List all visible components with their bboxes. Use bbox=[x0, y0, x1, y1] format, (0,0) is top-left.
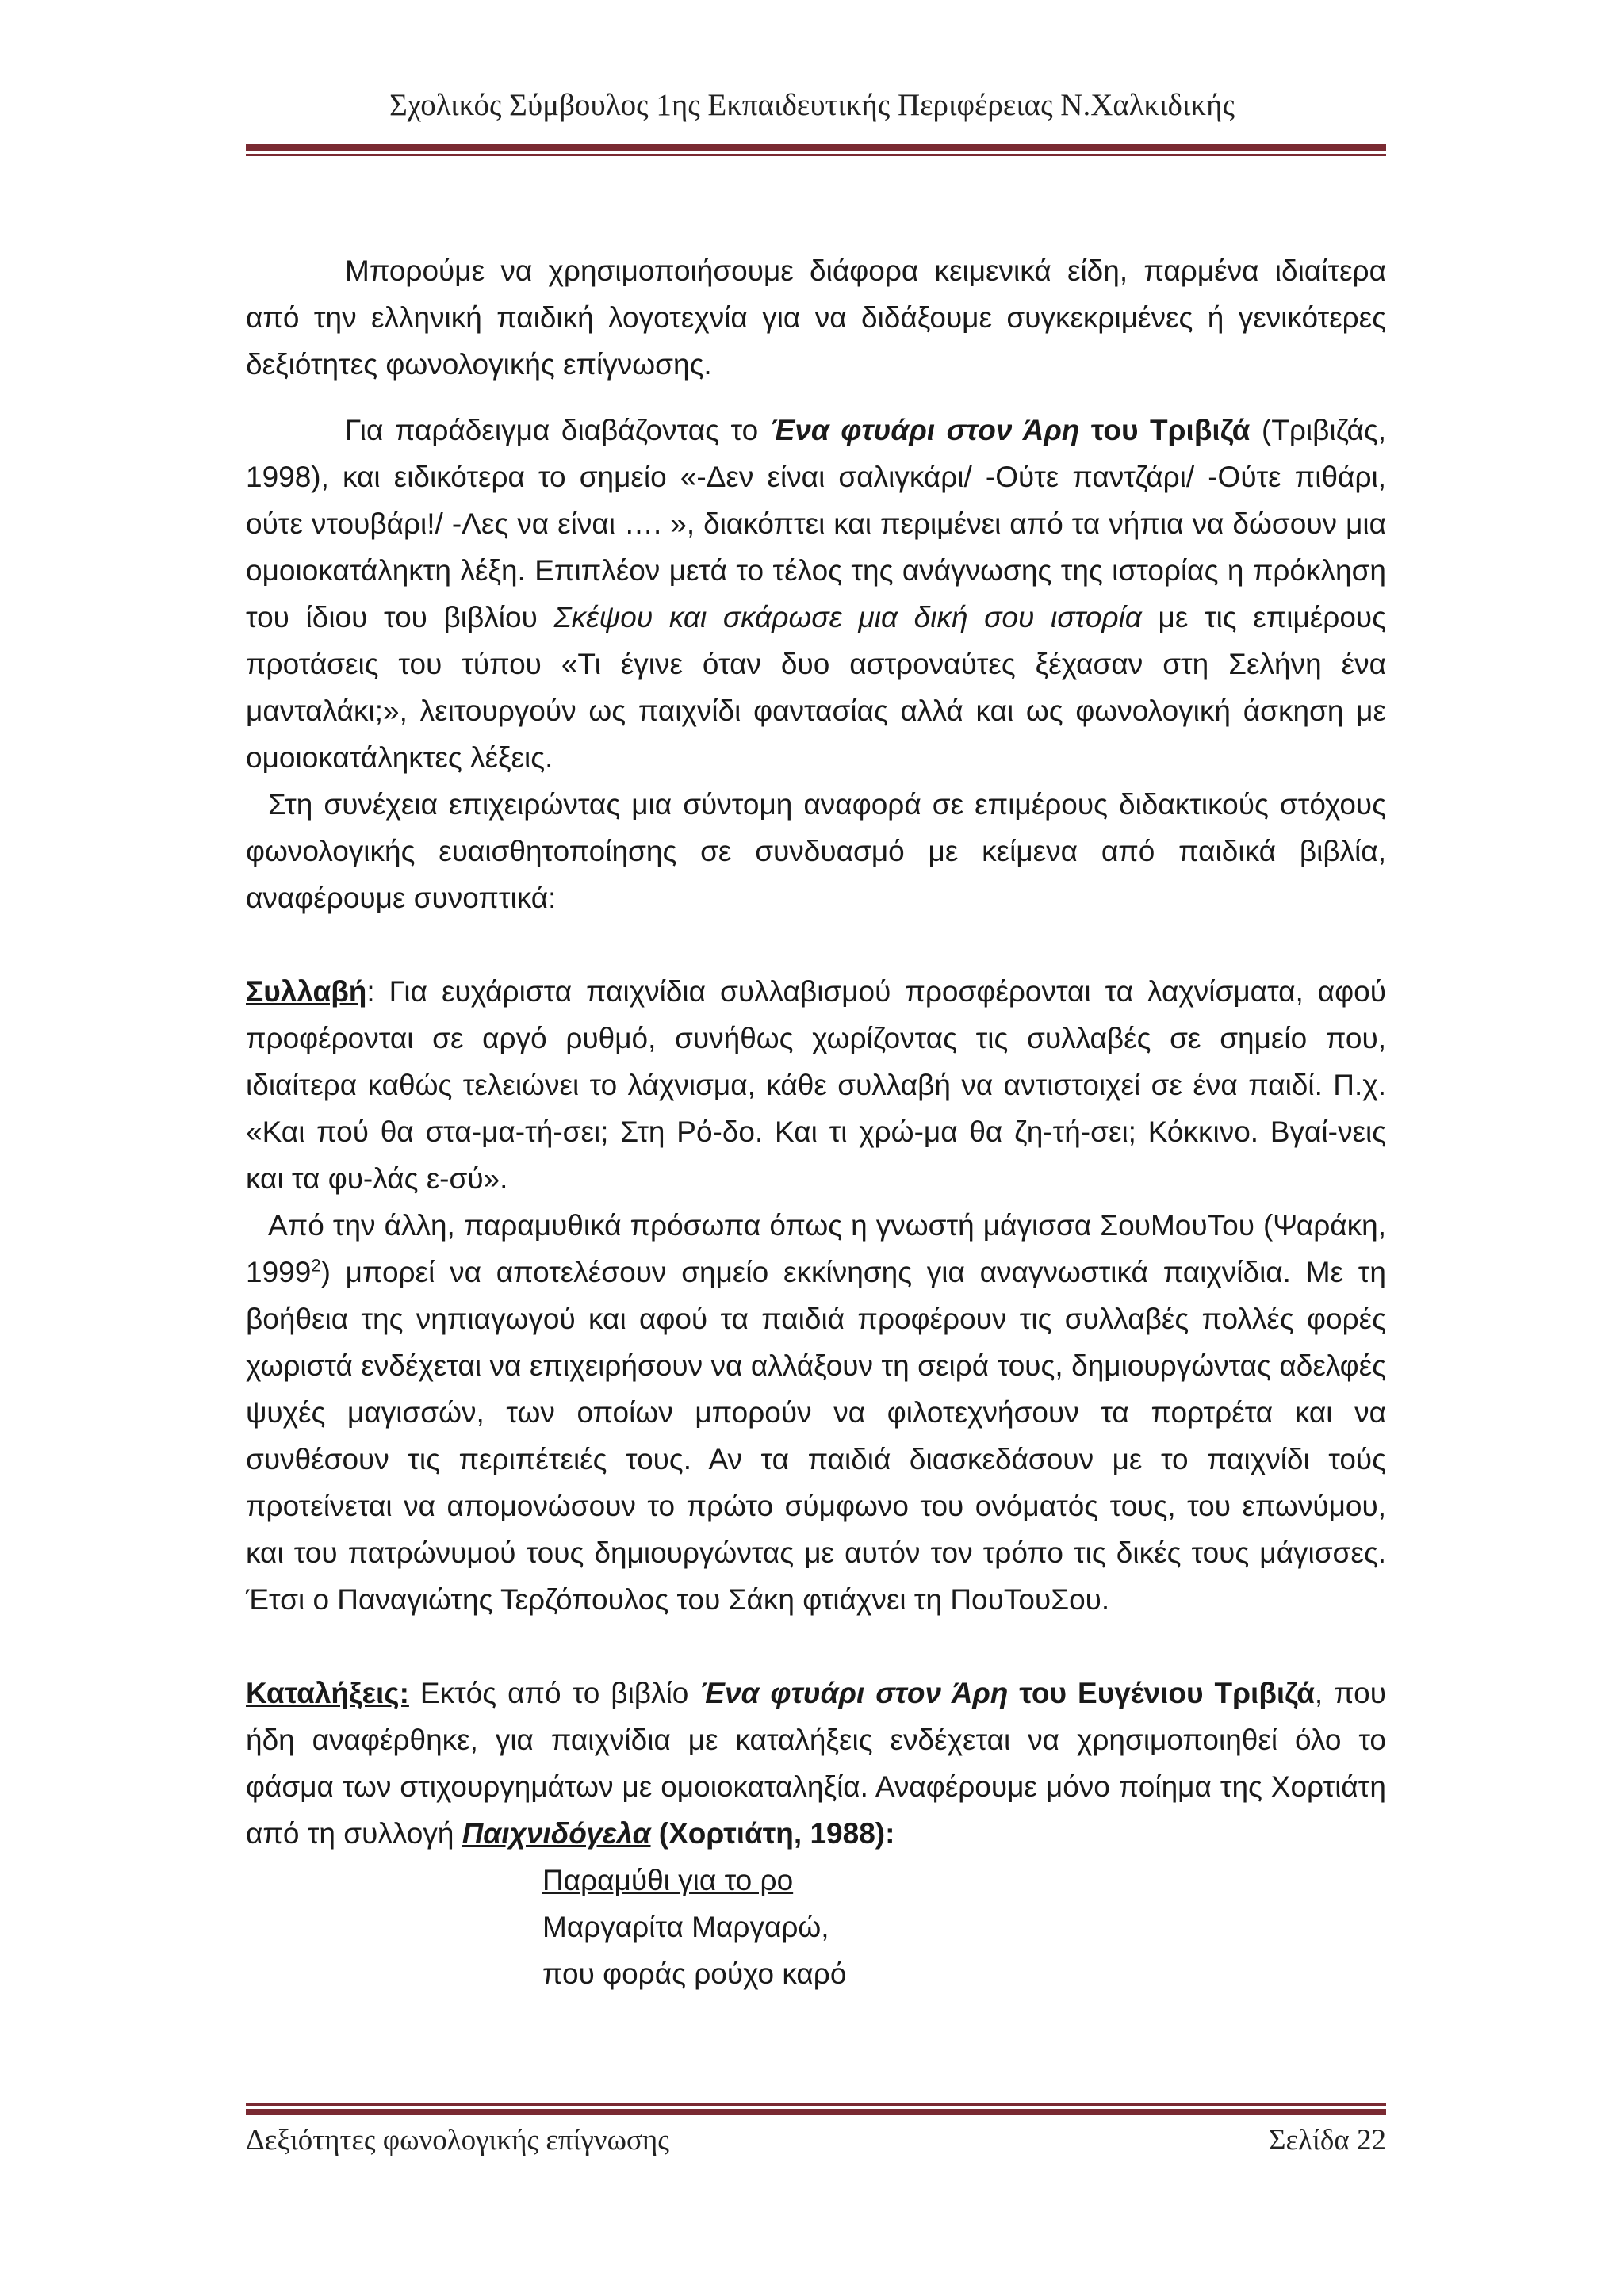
poem-title: Παραμύθι για το ρο bbox=[542, 1864, 794, 1896]
paragraph-example: Για παράδειγμα διαβάζοντας το Ένα φτυάρι στον Άρη του Τριβιζά (Τριβιζάς, 1998), και ειδικότερα το σημείο «-Δεν είναι σαλιγκάρι/ -Ούτε παντζάρι/ -Ούτε πιθάρι, ούτε ντουβάρι!/ -Λες να είναι …. », διακόπτει και περιμένει από τα νήπια να δώσουν μια ομοιοκατάληκτη λέξη. Επιπλέον μετά το τέλος της ανάγνωσης της ιστορίας η πρόκληση του ίδιου του βιβλίου Σκέψου και σκάρωσε μια δική σου ιστορία με τις επιμέρους προτάσεις του τύπου «Τι έγινε όταν δυο αστροναύτες ξέχασαν στη Σελήνη ένα μανταλάκι;», λειτουργούν ως παιχνίδι φαντασίας αλλά και ως φωνολογική άσκηση με ομοιοκατάληκτες λέξεις. bbox=[246, 414, 1386, 774]
book-title-4: Παιχνιδόγελα bbox=[462, 1817, 651, 1850]
poem-line: που φοράς ρούχο καρό bbox=[542, 1957, 847, 1990]
paragraph-endings: Καταλήξεις: Εκτός από το βιβλίο Ένα φτυάρι στον Άρη του Ευγένιου Τριβιζά, που ήδη αναφέρθηκε, για παιχνίδια με καταλήξεις ενδέχεται να χρησιμοποιηθεί όλο το φάσμα των στιχουργημάτων με ομοιοκαταληξία. Αναφέρουμε μόνο ποίημα της Χορτιάτη από τη συλλογή Παιχνιδόγελα (Χορτιάτη, 1988): bbox=[246, 1677, 1386, 1850]
paragraph-witch: Από την άλλη, παραμυθικά πρόσωπα όπως η γνωστή μάγισσα ΣουΜουΤου (Ψαράκη, 1999$^2$) μπορεί να αποτελέσουν σημείο εκκίνησης για αναγνωστικά παιχνίδια. Με τη βοήθεια της νηπιαγωγού και αφού τα παιδιά προφέρουν τις συλλαβές πολλές φορές χωριστά ενδέχεται να επιχειρήσουν να αλλάξουν τη σειρά τους, δημιουργώντας αδελφές ψυχές μαγισσών, των οποίων μπορούν να φιλοτεχνήσουν τα πορτρέτα και να συνθέσουν τις περιπέτειές τους. Αν τα παιδιά διασκεδάσουν με το παιχνίδι τούς προτείνεται να απομονώσουν το πρώτο σύμφωνο του ονόματός τους, του επωνύμου, και του πατρώνυμού τους δημιουργώντας με αυτόν τον τρόπο τις δικές τους μάγισσες. Έτσι ο Παναγιώτης Τερζόπουλος του Σάκη φτιάχνει τη ΠουΤουΣου. bbox=[246, 1209, 1386, 1616]
book-title: Ένα φτυάρι στον Άρη bbox=[769, 414, 1080, 446]
book-title-2: Σκέψου και σκάρωσε μια δική σου ιστορία bbox=[553, 601, 1142, 633]
book-title-3: Ένα φτυάρι στον Άρη bbox=[699, 1677, 1009, 1709]
page-header: Σχολικός Σύμβουλος 1ης Εκπαιδευτικής Περιφέρειας Ν.Χαλκιδικής bbox=[389, 88, 1235, 122]
document-body bbox=[246, 247, 1386, 1997]
section-label-syllable: Συλλαβή bbox=[246, 975, 367, 1008]
poem-line: Μαργαρίτα Μαργαρώ, bbox=[542, 1911, 829, 1943]
header-rule bbox=[246, 144, 1386, 156]
footer-title: Δεξιότητες φωνολογικής επίγνωσης bbox=[246, 2124, 669, 2156]
footnote-ref: 2 bbox=[311, 1255, 321, 1276]
page-number: Σελίδα 22 bbox=[1268, 2124, 1386, 2156]
paragraph-intro: Μπορούμε να χρησιμοποιήσουμε διάφορα κειμενικά είδη, παρμένα ιδιαίτερα από την ελληνική παιδική λογοτεχνία για να διδάξουμε συγκεκριμένες ή γενικότερες δεξιότητες φωνολογικής επίγνωσης. bbox=[246, 254, 1386, 381]
footer-rule bbox=[246, 2103, 1386, 2115]
paragraph-syllable: Συλλαβή: Για ευχάριστα παιχνίδια συλλαβισμού προσφέρονται τα λαχνίσματα, αφού προφέρονται σε αργό ρυθμό, συνήθως χωρίζοντας τις συλλαβές σε σημείο που, ιδιαίτερα καθώς τελειώνει το λάχνισμα, κάθε συλλαβή να αντιστοιχεί σε ένα παιδί. Π.χ. «Και πού θα στα-μα-τή-σει; Στη Ρό-δο. Και τι χρώ-μα θα ζη-τή-σει; Κόκκινο. Βγαί-νεις και τα φυ-λάς ε-σύ». bbox=[246, 975, 1386, 1195]
section-label-endings: Καταλήξεις: bbox=[246, 1677, 409, 1709]
paragraph-continuation: Στη συνέχεια επιχειρώντας μια σύντομη αναφορά σε επιμέρους διδακτικούς στόχους φωνολογικής ευαισθητοποίησης σε συνδυασμό με κείμενα από παιδικά βιβλία, αναφέρουμε συνοπτικά: bbox=[246, 788, 1386, 914]
poem bbox=[542, 1857, 1386, 1997]
